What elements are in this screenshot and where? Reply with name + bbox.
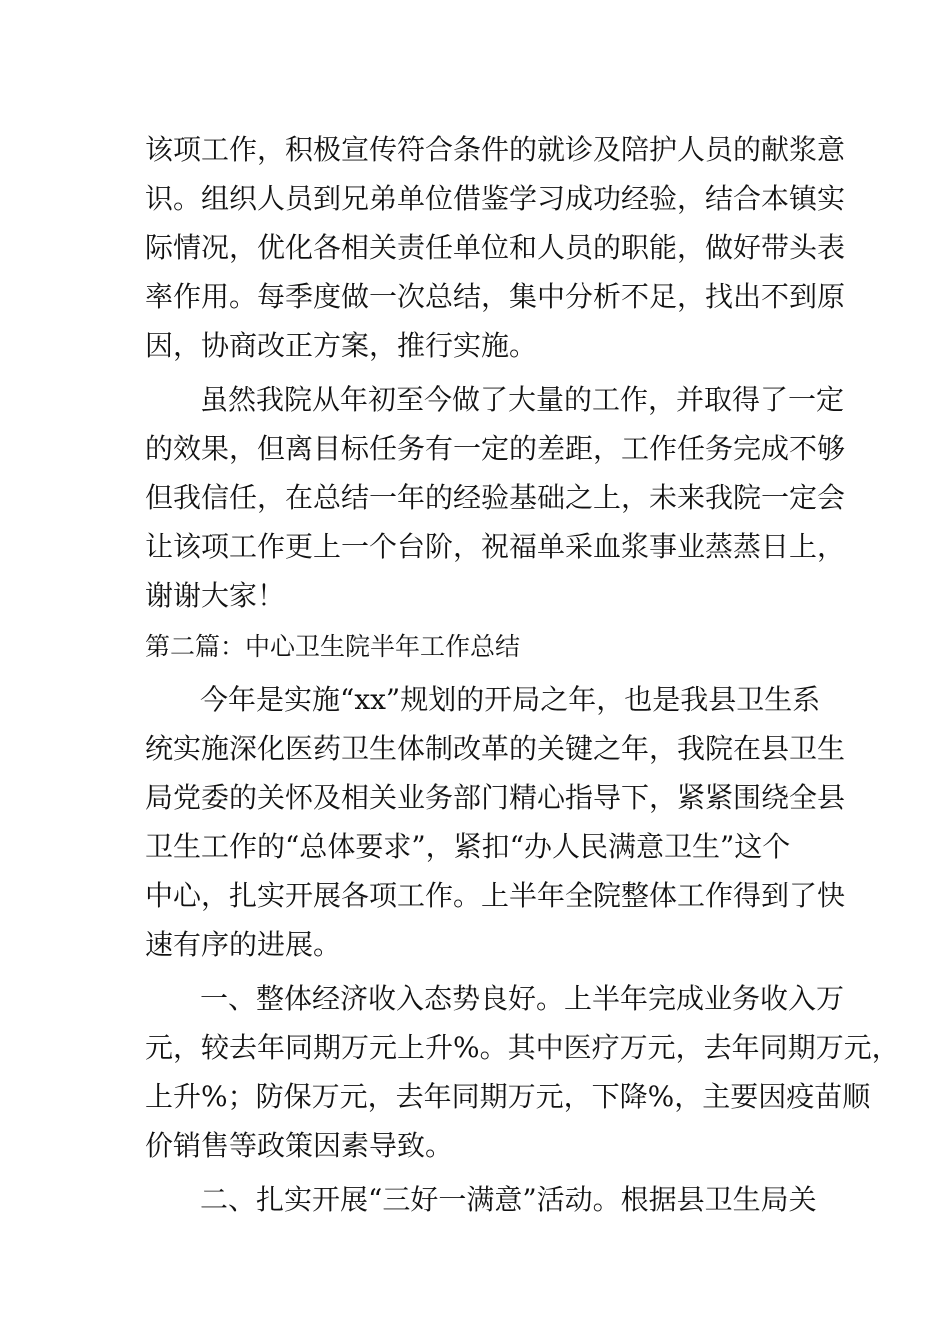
paragraph-line: 谢谢大家！ bbox=[145, 579, 286, 612]
paragraph-line: 今年是实施“xx”规划的开局之年，也是我县卫生系 bbox=[200, 683, 821, 716]
paragraph-line: 局党委的关怀及相关业务部门精心指导下，紧紧围绕全县 bbox=[145, 781, 846, 814]
paragraph-line: 际情况，优化各相关责任单位和人员的职能，做好带头表 bbox=[145, 231, 846, 264]
paragraph-line: 价销售等政策因素导致。 bbox=[145, 1129, 454, 1162]
paragraph-line: 该项工作，积极宣传符合条件的就诊及陪护人员的献浆意 bbox=[145, 133, 846, 166]
paragraph-line: 上升%；防保万元，去年同期万元，下降%，主要因疫苗顺 bbox=[145, 1080, 871, 1113]
paragraph-line: 率作用。每季度做一次总结，集中分析不足，找出不到原 bbox=[145, 280, 846, 313]
section-heading: 第二篇：中心卫生院半年工作总结 bbox=[145, 632, 521, 661]
paragraph-line: 识。组织人员到兄弟单位借鉴学习成功经验，结合本镇实 bbox=[145, 182, 846, 215]
paragraph-line: 因，协商改正方案，推行实施。 bbox=[145, 329, 538, 362]
paragraph-line: 中心，扎实开展各项工作。上半年全院整体工作得到了快 bbox=[145, 879, 846, 912]
paragraph-line: 一、整体经济收入态势良好。上半年完成业务收入万 bbox=[200, 982, 845, 1015]
paragraph-line: 但我信任，在总结一年的经验基础之上，未来我院一定会 bbox=[145, 481, 846, 514]
paragraph-line: 的效果，但离目标任务有一定的差距，工作任务完成不够 bbox=[145, 432, 846, 465]
paragraph-line: 统实施深化医药卫生体制改革的关键之年，我院在县卫生 bbox=[145, 732, 846, 765]
paragraph-line: 二、扎实开展“三好一满意”活动。根据县卫生局关 bbox=[200, 1183, 817, 1216]
paragraph-line: 元，较去年同期万元上升%。其中医疗万元，去年同期万元， bbox=[145, 1031, 900, 1064]
paragraph-line: 虽然我院从年初至今做了大量的工作，并取得了一定 bbox=[200, 383, 845, 416]
paragraph-line: 让该项工作更上一个台阶，祝福单采血浆事业蒸蒸日上， bbox=[145, 530, 846, 563]
paragraph-line: 速有序的进展。 bbox=[145, 928, 342, 961]
paragraph-line: 卫生工作的“总体要求”，紧扣“办人民满意卫生”这个 bbox=[145, 830, 791, 863]
